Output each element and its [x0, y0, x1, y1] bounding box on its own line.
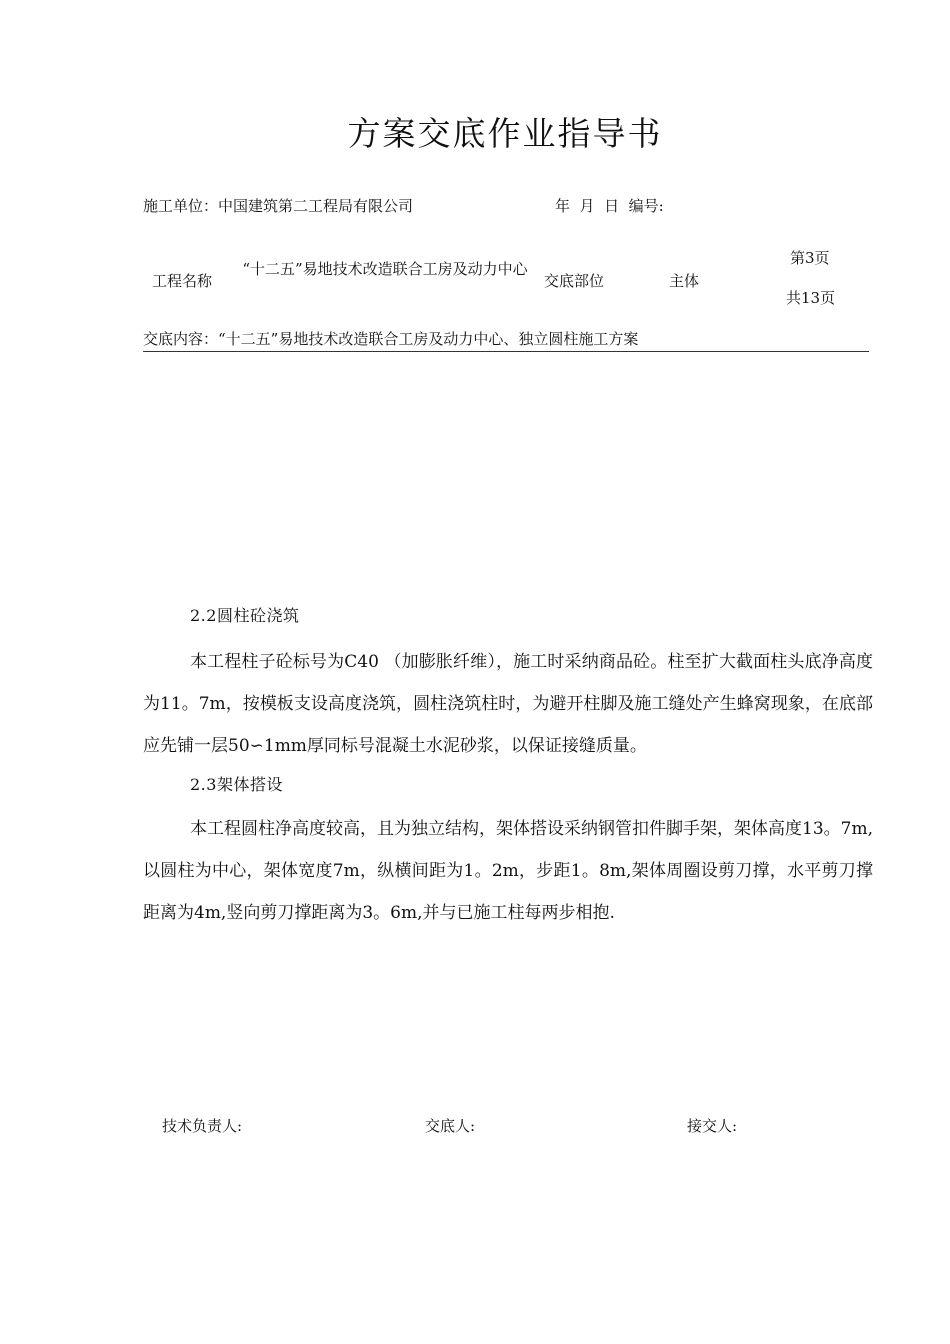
part-label: 交底部位	[544, 272, 605, 290]
section-heading: 2.2圆柱砼浇筑	[190, 606, 300, 625]
paragraph: 本工程柱子砼标号为C40 （加膨胀纤维），施工时采纳商品砼。柱至扩大截面柱头底净高度为11。7m，按模板支设高度浇筑，圆柱浇筑柱时，为避开柱脚及施工缝处产生蜂窝现象，在底部应先铺一层50∽1mm厚同标号混凝土水泥砂浆，以保证接缝质量。	[143, 652, 873, 756]
section-heading: 2.3架体搭设	[190, 775, 283, 794]
receiver-signature: 接交人:	[687, 1117, 738, 1135]
presenter-signature: 交底人:	[425, 1117, 476, 1135]
project-name-value: “十二五”易地技术改造联合工房及动力中心	[242, 260, 528, 278]
paragraph: 本工程圆柱净高度较高，且为独立结构，架体搭设采纳钢管扣件脚手架，架体高度13。7m,以圆柱为中心，架体宽度7m，纵横间距为1。2m，步距1。8m,架体周圈设剪刀撑，水平剪刀撑距离为4m,竖向剪刀撑距离为3。6m,并与已施工柱每两步相抱.	[143, 819, 873, 923]
disclosure-content: 交底内容：“十二五”易地技术改造联合工房及动力中心、独立圆柱施工方案	[143, 328, 869, 352]
document-title: 方案交底作业指导书	[347, 114, 663, 153]
section-body	[143, 641, 873, 767]
date-and-number: 年 月 日 编号:	[555, 197, 664, 215]
page-total: 共13页	[786, 289, 836, 307]
tech-lead-signature: 技术负责人:	[162, 1117, 243, 1135]
construction-unit: 施工单位：中国建筑第二工程局有限公司	[143, 197, 414, 215]
part-value: 主体	[669, 272, 700, 290]
page-current: 第3页	[790, 249, 830, 267]
section-body	[143, 808, 873, 934]
project-name-label: 工程名称	[152, 272, 213, 290]
